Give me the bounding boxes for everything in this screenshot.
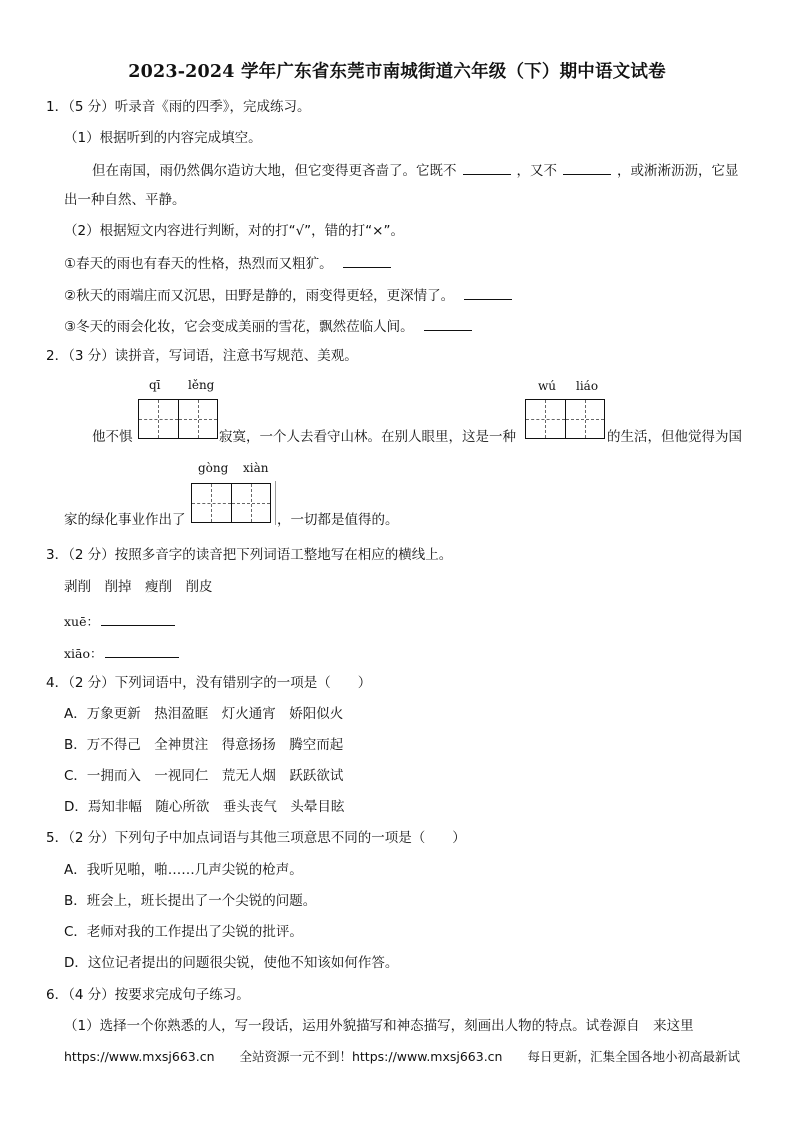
q6-stem: 6．（4 分）按要求完成句子练习。 xyxy=(46,987,250,1003)
q5-option-a[interactable]: A．我听见啪，啪……几声尖锐的枪声。 xyxy=(64,862,303,878)
q1-item-3-text: ③冬天的雨会化妆，它会变成美丽的雪花，飘然莅临人间。 xyxy=(64,319,414,335)
q2-text-5: ，一切都是值得的。 xyxy=(277,512,399,528)
q1-item-3-blank[interactable] xyxy=(424,316,472,331)
q2-pinyin-3b: xiàn xyxy=(243,461,269,475)
q2-text-4: 家的绿化事业作出了 xyxy=(64,512,186,528)
grid-divider xyxy=(275,481,276,525)
q3-stem: 3．（2 分）按照多音字的读音把下列词语工整地写在相应的横线上。 xyxy=(46,547,453,563)
q4-stem: 4．（2 分）下列词语中，没有错别字的一项是（ ） xyxy=(46,675,372,691)
q2-text-2: 寂寞，一个人去看守山林。在别人眼里，这是一种 xyxy=(219,429,516,445)
q5-option-b[interactable]: B．班会上，班长提出了一个尖锐的问题。 xyxy=(64,893,317,909)
q1-para-text-a: 但在南国，雨仍然偶尔造访大地，但它变得更吝啬了。它既不 xyxy=(92,163,457,179)
q3-xue-line xyxy=(64,611,181,631)
q1-stem: 1．（5 分）听录音《雨的四季》，完成练习。 xyxy=(46,99,311,115)
q1-item-3 xyxy=(64,316,478,336)
q1-sub1: （1）根据听到的内容完成填空。 xyxy=(64,130,262,146)
q1-sub2: （2）根据短文内容进行判断，对的打“√”，错的打“×”。 xyxy=(64,223,404,239)
q5-stem: 5．（2 分）下列句子中加点词语与其他三项意思不同的一项是（ ） xyxy=(46,830,466,846)
q1-item-1-blank[interactable] xyxy=(343,253,391,268)
footer-source-line: https://www.mxsj663.cn 全站资源一元不到！https://www.mxsj663.cn 每日更新，汇集全国各地小初高最新试 xyxy=(64,1049,740,1064)
q3-xue-label: xuē： xyxy=(64,614,99,629)
q6-sub1: （1）选择一个你熟悉的人，写一段话，运用外貌描写和神态描写，刻画出人物的特点。试卷源自 来这里 xyxy=(64,1018,694,1034)
grid-cell[interactable] xyxy=(139,400,178,438)
grid-cell[interactable] xyxy=(565,400,605,438)
q2-pinyin-3a: gòng xyxy=(198,461,229,475)
q3-xue-blank[interactable] xyxy=(101,611,175,626)
q4-option-a[interactable]: A．万象更新 热泪盈眶 灯火通宵 娇阳似火 xyxy=(64,706,344,722)
q1-paragraph-line1 xyxy=(92,160,739,180)
q1-blank-2[interactable] xyxy=(563,160,611,175)
q2-text-1: 他不惧 xyxy=(92,429,133,445)
q3-words: 剥削 削掉 瘦削 削皮 xyxy=(64,579,213,595)
q3-xiao-label: xiāo： xyxy=(64,646,103,661)
grid-cell[interactable] xyxy=(192,484,231,522)
q1-para-text-b: ，又不 xyxy=(516,163,557,179)
q2-text-3: 的生活，但他觉得为国 xyxy=(607,429,742,445)
q2-pinyin-1b: lěng xyxy=(188,378,215,392)
q2-pinyin-2b: liáo xyxy=(576,379,599,393)
q4-option-b[interactable]: B．万不得己 全神贯注 得意扬扬 腾空而起 xyxy=(64,737,344,753)
q3-xiao-blank[interactable] xyxy=(105,643,179,658)
q4-option-c[interactable]: C．一拥而入 一视同仁 荒无人烟 跃跃欲试 xyxy=(64,768,344,784)
grid-cell[interactable] xyxy=(178,400,218,438)
q2-pinyin-2a: wú xyxy=(538,379,556,393)
q4-option-d[interactable]: D．焉知非幅 随心所欲 垂头丧气 头晕目眩 xyxy=(64,799,345,815)
q1-item-2 xyxy=(64,285,518,305)
q1-item-1 xyxy=(64,253,397,273)
q1-para-text-c: ，或淅淅沥沥，它显 xyxy=(617,163,739,179)
q1-item-2-text: ②秋天的雨端庄而又沉思，田野是静的，雨变得更轻，更深情了。 xyxy=(64,288,455,304)
q2-stem: 2．（3 分）读拼音，写词语，注意书写规范、美观。 xyxy=(46,348,358,364)
q1-item-1-text: ①春天的雨也有春天的性格，热烈而又粗犷。 xyxy=(64,256,333,272)
q2-writing-grid-3[interactable] xyxy=(191,483,271,523)
page-title: 2023-2024 学年广东省东莞市南城街道六年级（下）期中语文试卷 xyxy=(128,62,666,82)
grid-cell[interactable] xyxy=(526,400,565,438)
q1-para-text-d: 出一种自然、平静。 xyxy=(64,192,186,208)
q3-xiao-line xyxy=(64,643,185,663)
q2-pinyin-1a: qī xyxy=(149,378,161,392)
q2-writing-grid-2[interactable] xyxy=(525,399,605,439)
q1-blank-1[interactable] xyxy=(463,160,511,175)
q5-option-c[interactable]: C．老师对我的工作提出了尖锐的批评。 xyxy=(64,924,303,940)
q2-writing-grid-1[interactable] xyxy=(138,399,218,439)
q1-item-2-blank[interactable] xyxy=(464,285,512,300)
grid-cell[interactable] xyxy=(231,484,271,522)
q5-option-d[interactable]: D．这位记者提出的问题很尖锐，使他不知该如何作答。 xyxy=(64,955,399,971)
